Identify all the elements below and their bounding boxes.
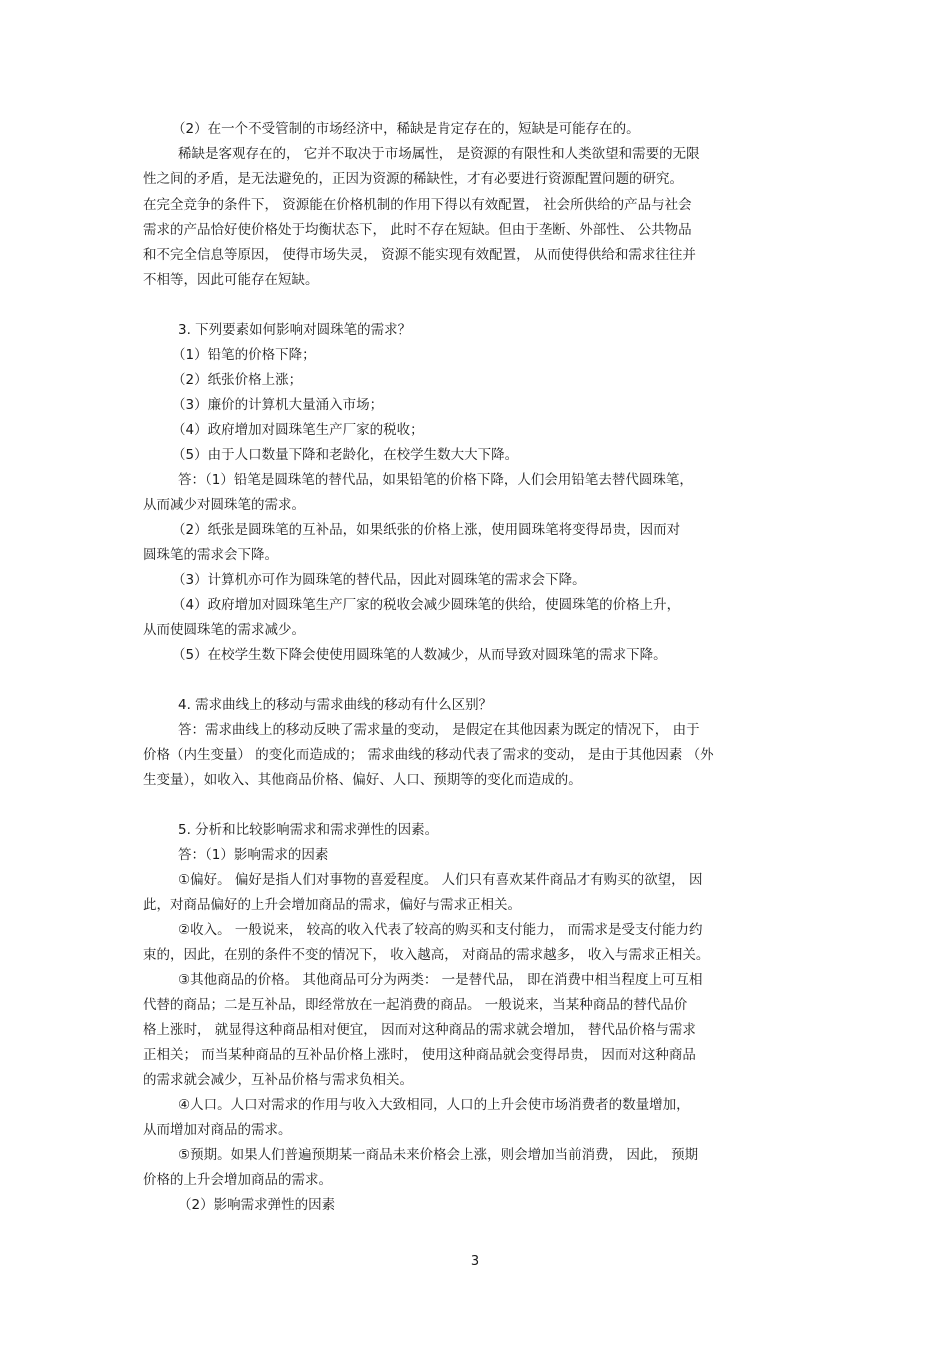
text-line: 需求的产品恰好使价格处于均衡状态下， 此时不存在短缺。但由于垄断、外部性、 公共物品: [143, 222, 692, 238]
text-line: （5）由于人口数量下降和老龄化，在校学生数大大下降。: [172, 447, 519, 463]
text-line: （3）廉价的计算机大量涌入市场；: [172, 397, 384, 413]
text-line: 答：（1）影响需求的因素: [178, 847, 329, 863]
text-line: 从而增加对商品的需求。: [143, 1122, 292, 1138]
text-line: ①偏好。 偏好是指人们对事物的喜爱程度。 人们只有喜欢某件商品才有购买的欲望， 因: [178, 872, 703, 888]
text-line: 价格（内生变量） 的变化而造成的； 需求曲线的移动代表了需求的变动， 是由于其他因素 （外: [143, 747, 714, 763]
text-line: （3）计算机亦可作为圆珠笔的替代品，因此对圆珠笔的需求会下降。: [172, 572, 586, 588]
text-line: 稀缺是客观存在的， 它并不取决于市场属性， 是资源的有限性和人类欲望和需要的无限: [178, 146, 700, 162]
text-line: 从而使圆珠笔的需求减少。: [143, 622, 305, 638]
text-line: （4）政府增加对圆珠笔生产厂家的税收会减少圆珠笔的供给，使圆珠笔的价格上升，: [172, 597, 681, 613]
text-line: （2）纸张是圆珠笔的互补品，如果纸张的价格上涨，使用圆珠笔将变得昂贵，因而对: [172, 522, 681, 538]
text-line: 和不完全信息等原因， 使得市场失灵， 资源不能实现有效配置， 从而使得供给和需求往往并: [143, 247, 696, 263]
text-line: 代替的商品；二是互补品，即经常放在一起消费的商品。 一般说来，当某种商品的替代品价: [143, 997, 688, 1013]
text-line: 不相等，因此可能存在短缺。: [143, 272, 319, 288]
question-heading: 5. 分析和比较影响需求和需求弹性的因素。: [178, 822, 439, 838]
text-line: ③其他商品的价格。 其他商品可分为两类： 一是替代品， 即在消费中相当程度上可互相: [178, 972, 703, 988]
question-heading: 3. 下列要素如何影响对圆珠笔的需求？: [178, 322, 412, 338]
text-line: 在完全竞争的条件下， 资源能在价格机制的作用下得以有效配置， 社会所供给的产品与社会: [143, 197, 692, 213]
question-heading: 4. 需求曲线上的移动与需求曲线的移动有什么区别？: [178, 697, 493, 713]
text-line: 性之间的矛盾，是无法避免的，正因为资源的稀缺性，才有必要进行资源配置问题的研究。: [143, 171, 683, 187]
text-line: ④人口。人口对需求的作用与收入大致相同，人口的上升会使市场消费者的数量增加，: [178, 1097, 690, 1113]
text-line: ②收入。 一般说来， 较高的收入代表了较高的购买和支付能力， 而需求是受支付能力约: [178, 922, 703, 938]
text-line: 答：需求曲线上的移动反映了需求量的变动， 是假定在其他因素为既定的情况下， 由于: [178, 722, 700, 738]
text-line: 格上涨时， 就显得这种商品相对便宜， 因而对这种商品的需求就会增加， 替代品价格与需求: [143, 1022, 696, 1038]
text-line: （2）影响需求弹性的因素: [178, 1197, 336, 1213]
text-line: 从而减少对圆珠笔的需求。: [143, 497, 305, 513]
text-line: 生变量），如收入、其他商品价格、偏好、人口、预期等的变化而造成的。: [143, 772, 582, 788]
text-line: ⑤预期。如果人们普遍预期某一商品未来价格会上涨，则会增加当前消费， 因此， 预期: [178, 1147, 699, 1163]
text-line: 正相关； 而当某种商品的互补品价格上涨时， 使用这种商品就会变得昂贵， 因而对这种商品: [143, 1047, 696, 1063]
text-line: 的需求就会减少，互补品价格与需求负相关。: [143, 1072, 413, 1088]
text-line: （2）在一个不受管制的市场经济中，稀缺是肯定存在的，短缺是可能存在的。: [172, 121, 640, 137]
text-line: 此，对商品偏好的上升会增加商品的需求，偏好与需求正相关。: [143, 897, 521, 913]
text-line: 价格的上升会增加商品的需求。: [143, 1172, 332, 1188]
text-line: （5）在校学生数下降会使使用圆珠笔的人数减少，从而导致对圆珠笔的需求下降。: [172, 647, 667, 663]
text-line: （1）铅笔的价格下降；: [172, 347, 316, 363]
page-number: 3: [470, 1254, 480, 1269]
text-line: 答：（1）铅笔是圆珠笔的替代品，如果铅笔的价格下降，人们会用铅笔去替代圆珠笔，: [178, 472, 693, 488]
text-line: （4）政府增加对圆珠笔生产厂家的税收；: [172, 422, 424, 438]
text-line: 圆珠笔的需求会下降。: [143, 547, 278, 563]
text-line: 束的，因此，在别的条件不变的情况下， 收入越高， 对商品的需求越多， 收入与需求正相关。: [143, 947, 710, 963]
text-line: （2）纸张价格上涨；: [172, 372, 303, 388]
